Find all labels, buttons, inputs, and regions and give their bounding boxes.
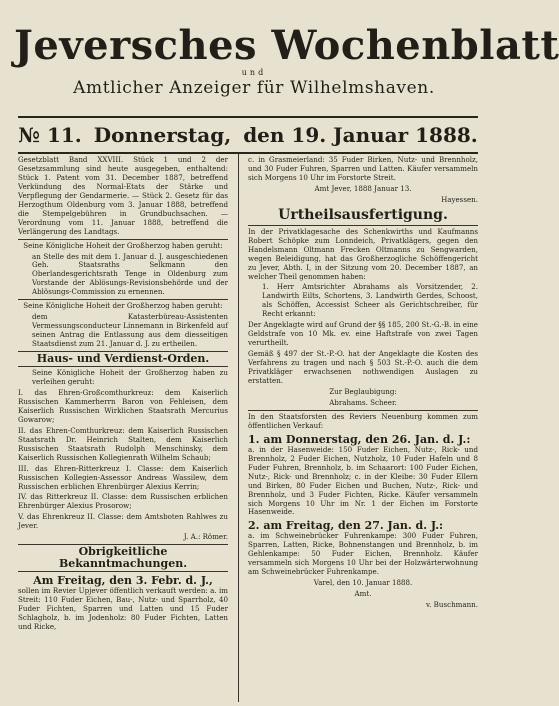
notice-signature: Hayessen. (441, 194, 478, 204)
masthead-und: und (241, 68, 267, 77)
judgment-heading: Urtheilsausfertigung. (248, 207, 478, 226)
forest-sale-intro: In den Staatsforsten des Reviers Neuenburg kommen zum öffentlichen Verkauf: (248, 411, 478, 430)
order-class-1: I. das Ehren-Großcomthurkreuz: dem Kaiserlich Russischen Kammerherrn Baron von Fehleisen, dem Kaiserlich Russischen Wirklichen Staatsrath Mercurius Gowarow; (18, 387, 228, 424)
royal-decree-text: dem Katasterbüreau-Assistenten Vermessungsconducteur Linnemann in Birkenfeld auf seinen Antrag die Entlassung aus dem diesseitigen Staatsdienst zum 21. Januar d. J. zu ertheilen. (32, 312, 228, 349)
auction-date-1: 1. am Donnerstag, den 26. Jan. d. J.: (248, 432, 471, 446)
order-class-4: IV. das Ritterkreuz II. Classe: dem Russischen erblichen Ehrenbürger Alexius Prosorow; (18, 492, 228, 511)
orders-intro: Seine Königliche Hoheit der Großherzog haben zu verleihen geruht: (32, 368, 228, 387)
right-column (248, 156, 478, 612)
masthead (14, 22, 559, 98)
signature: J. A.: Römer. (183, 532, 228, 542)
royal-decree-intro: Seine Königliche Hoheit der Großherzog haben geruht: (23, 240, 223, 250)
divider (18, 299, 228, 300)
judgment-costs: Gemäß § 497 der St.-P.-O. hat der Angeklagte die Kosten des Verfahrens zu tragen und nach § 503 St.-P.-O. auch die dem Privatkläger erwachsenen nothwendigen Auslagen zu erstatten. (248, 349, 478, 386)
judgment-verdict: Der Angeklagte wird auf Grund der §§ 185, 200 St.-G.-B. in eine Geldstrafe von 10 Mk. ev. eine Haftstrafe von zwei Tagen verurtheilt. (248, 320, 478, 348)
auction-1-details: a. in der Hasenweide: 150 Fuder Eichen, Nutz-, Rick- und Brennholz, 2 Fuder Eichen, Nutzholz, 10 Fuder Hafeln und 8 Fuder Fuhren, Brennholz, b. im Schaarort: 100 Fuder Eichen, Nutz-, Rick- und Brennholz; c. in der Kleibe: 30 Fuder Ellern und Birken, 80 Fuder Eichen und Buchen, Nutz-, Rick- und Brennholz, und 3 Fuder Fichten, Ricke. Käufer versammeln sich Morgens 10 Uhr im Nr. 1 der Eichen im Forstorte Hasenweide. (248, 444, 478, 517)
column-divider (238, 154, 239, 702)
left-column (18, 156, 228, 634)
notice-place-date: Amt Jever, 1888 Januar 13. (314, 183, 412, 193)
judgment-court-members: 1. Herr Amtsrichter Abrahams als Vorsitzender, 2. Landwirth Eilts, Schortens, 3. Landwirth Gerdes, Schoost, als Schöffen, Accessist Scheer als Gerichtschreiber, für Recht erkannt: (262, 282, 478, 319)
orders-heading: Haus- und Verdienst-Orden. (18, 351, 228, 367)
certification-signatures: Abrahams. Scheer. (329, 397, 397, 407)
newspaper-title: Jeversches Wochenblatt (14, 22, 559, 69)
certification-label: Zur Beglaubigung: (329, 386, 397, 396)
issue-weekday: Donnerstag, (93, 123, 232, 147)
royal-decree-intro: Seine Königliche Hoheit der Großherzog haben geruht: (23, 301, 223, 311)
notice-place-date-2: Varel, den 10. Januar 1888. (313, 578, 413, 588)
divider (18, 239, 228, 240)
divider (248, 410, 478, 411)
notice-signature-2: v. Buschmann. (426, 600, 478, 610)
auction-2-details: a. im Schweinebrücker Fuhrenkampe: 300 Fuder Fuhren, Sparren, Latten, Ricke, Bohnenstangen und Brennholz, b. im Gehlenkampe: 50 Fuder Eichen, Brennholz. Käufer versammeln sich Morgens 10 Uhr bei der Holzwärterwohnung am Schweinebrücker Fuhrenkampe. (248, 531, 478, 577)
judgment-intro: In der Privatklagesache des Schenkwirths und Kaufmanns Robert Schöpke zum Lonndeich, Privatklägers, gegen den Handelsmann Oltmann Frecken Oltmanns zu Sengwarden, wegen Beleidigung, hat das Großherzogliche Schöffengericht zu Jever, Abth. I, in der Sitzung vom 20. December 1887, an welcher Theil genommen haben: (248, 226, 478, 281)
official-notices-heading: Obrigkeitliche Bekanntmachungen. (18, 544, 228, 572)
issue-date: den 19. Januar 1888. (243, 123, 478, 147)
order-class-5: V. das Ehrenkreuz II. Classe: dem Amtsboten Rahlwes zu Jever. (18, 512, 228, 531)
order-class-2: II. das Ehren-Comthurkreuz: dem Kaiserlich Russischen Staatsrath Dr. Heinrich Stalten, dem Kaiserlich Russischen Staatsrath Rudolph Menschinsky, dem Kaiserlich Russischen Kollegienrath Wilhelm Schaub; (18, 425, 228, 462)
order-class-3: III. das Ehren-Ritterkreuz I. Classe: dem Kaiserlich Russischen Kollegien-Assessor Andreas Wassilew, dem Russischen erblichen Ehrenbürger Alexius Kerrin; (18, 463, 228, 491)
notice-office: Amt. (354, 589, 372, 599)
auction-date-2: 2. am Freitag, den 27. Jan. d. J.: (248, 519, 444, 533)
gesetzblatt-notice: Gesetzblatt Band XXVIII. Stück 1 und 2 der Gesetzsammlung sind heute ausgegeben, enthaltend: Stück 1. Patent vom 31. December 1887, betreffend Verkündung des Normal-Etats der Stärke und Verpflegung der Gendarmerie. — Stück 2. Gesetz für das Herzogthum Oldenburg vom 3. Januar 1888, betreffend die Stempelgebühren in Grundbuchsachen. — Verordnung vom 11. Januar 1888, betreffend die Verlängerung des Landtags. (18, 155, 228, 236)
issue-number: № 11. (18, 123, 82, 147)
timber-sale-text: c. in Grasmeierland: 35 Fuder Birken, Nutz- und Brennholz, und 30 Fuder Fuhren, Sparren und Latten. Käufer versammeln sich Morgens 10 Uhr im Forstorte Streit. (248, 155, 478, 182)
royal-decree-text: an Stelle des mit dem 1. Januar d. J. ausgeschiedenen Geh. Staatsraths Selkmann den Oberlandesgerichtsrath Tenge in Oldenburg zum Vorstande der Ablösungs-Revisionsbehörde und der Ablösungs-Commission zu ernennen. (32, 251, 228, 297)
auction-date-heading: Am Freitag, den 3. Febr. d. J., (33, 574, 213, 588)
dateline (18, 116, 478, 154)
newspaper-subtitle: Amtlicher Anzeiger für Wilhelmshaven. (73, 78, 435, 98)
auction-text: sollen im Revier Upjever öffentlich verkauft werden: a. im Streit: 110 Fuder Eichen, Bau-, Nutz- und Sparrholz, 40 Fuder Fichten, Sparren und Latten und 15 Fuder Schlagholz, b. im Jodenholz: 80 Fuder Fichten, Latten und Ricke, (18, 586, 228, 632)
